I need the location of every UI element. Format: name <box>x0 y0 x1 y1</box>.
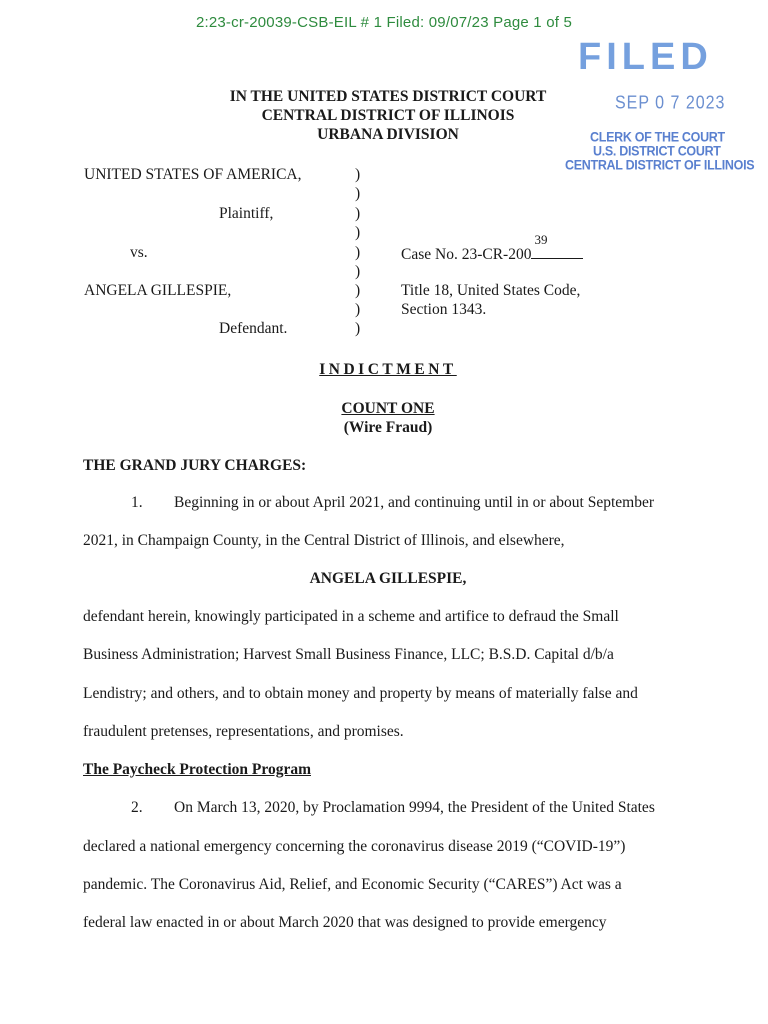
court-header-line: IN THE UNITED STATES DISTRICT COURT <box>229 88 547 105</box>
count-title: COUNT ONE <box>341 400 435 417</box>
clerk-stamp-line: CLERK OF THE COURT <box>590 129 725 145</box>
ecf-header-stamp: 2:23-cr-20039-CSB-EIL # 1 Filed: 09/07/23 Page 1 of 5 <box>195 14 573 31</box>
paragraph-number: 1. <box>131 494 143 511</box>
caption-paren: ) <box>355 185 361 202</box>
paragraph-line: On March 13, 2020, by Proclamation 9994, the President of the United States <box>174 799 655 816</box>
plaintiff-name: UNITED STATES OF AMERICA, <box>84 166 302 183</box>
paragraph-line: declared a national emergency concerning the coronavirus disease 2019 (“COVID-19”) <box>83 838 626 855</box>
defendant-name: ANGELA GILLESPIE, <box>84 282 232 299</box>
caption-paren: ) <box>355 205 361 222</box>
filed-stamp-date: SEP 0 7 2023 <box>615 93 726 114</box>
count-subtitle: (Wire Fraud) <box>343 419 433 436</box>
statute-line: Section 1343. <box>401 301 487 318</box>
caption-paren: ) <box>355 224 361 241</box>
case-number-prefix: Case No. 23-CR-200 <box>401 246 532 263</box>
caption-paren: ) <box>355 244 361 261</box>
section-heading: The Paycheck Protection Program <box>83 761 311 778</box>
paragraph-line: pandemic. The Coronavirus Aid, Relief, and Economic Security (“CARES”) Act was a <box>83 876 622 893</box>
case-number <box>401 232 583 264</box>
paragraph-line: Lendistry; and others, and to obtain money and property by means of materially false and <box>83 685 638 702</box>
paragraph-line: 2021, in Champaign County, in the Central District of Illinois, and elsewhere, <box>83 532 565 549</box>
paragraph-line: Beginning in or about April 2021, and continuing until in or about September <box>174 494 655 511</box>
filed-stamp: FILED <box>578 36 713 78</box>
paragraph-line: defendant herein, knowingly participated in a scheme and artifice to defraud the Small <box>83 608 619 625</box>
document-title: INDICTMENT <box>319 361 457 378</box>
case-number-blank <box>531 232 583 259</box>
defendant-name-centered: ANGELA GILLESPIE, <box>309 570 467 587</box>
plaintiff-label: Plaintiff, <box>219 205 274 222</box>
clerk-stamp-line: CENTRAL DISTRICT OF ILLINOIS <box>565 157 755 173</box>
versus: vs. <box>130 244 148 261</box>
court-header-line: CENTRAL DISTRICT OF ILLINOIS <box>261 107 515 124</box>
statute-line: Title 18, United States Code, <box>401 282 581 299</box>
caption-paren: ) <box>355 282 361 299</box>
charges-heading: THE GRAND JURY CHARGES: <box>83 457 307 474</box>
clerk-stamp-line: U.S. DISTRICT COURT <box>593 143 721 159</box>
paragraph-line: federal law enacted in or about March 2020 that was designed to provide emergency <box>83 914 607 931</box>
caption-paren: ) <box>355 320 361 337</box>
caption-paren: ) <box>355 166 361 183</box>
defendant-label: Defendant. <box>219 320 288 337</box>
caption-paren: ) <box>355 263 361 280</box>
caption-paren: ) <box>355 301 361 318</box>
case-number-handwritten: 39 <box>534 232 548 247</box>
paragraph-number: 2. <box>131 799 143 816</box>
paragraph-line: Business Administration; Harvest Small Business Finance, LLC; B.S.D. Capital d/b/a <box>83 646 614 663</box>
court-header-line: URBANA DIVISION <box>317 126 459 143</box>
paragraph-line: fraudulent pretenses, representations, and promises. <box>83 723 404 740</box>
